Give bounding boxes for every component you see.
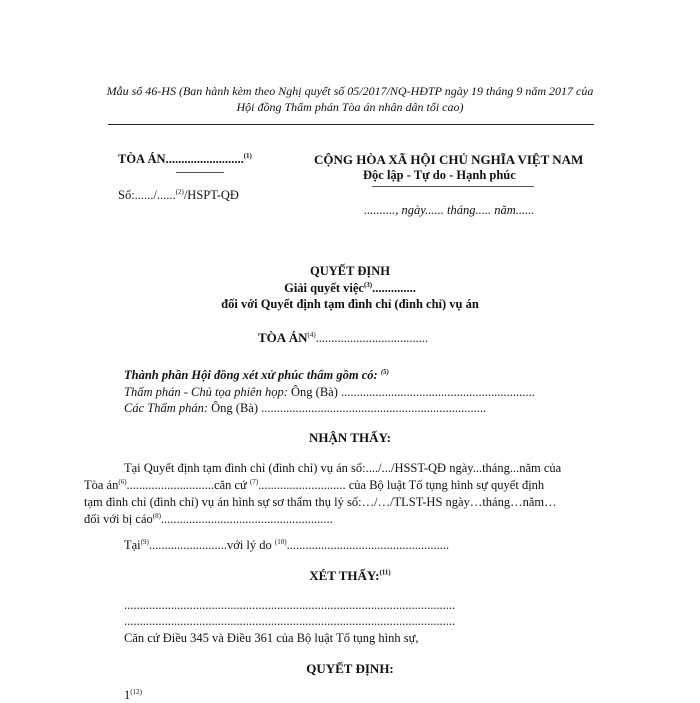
panel-heading-sup: (5) xyxy=(380,367,390,376)
form-reference-line1: Mẫu số 46-HS (Ban hành kèm theo Nghị quyết số 05/2017/NQ-HĐTP ngày 19 tháng 9 năm 2017 của xyxy=(106,84,594,98)
number-suffix: /HSPT-QĐ xyxy=(183,188,239,202)
findings-line1: Tại Quyết định tạm đình chỉ (đình chỉ) vụ án số:..../.../HSST-QĐ ngày...tháng...năm của xyxy=(124,461,562,475)
chair-label: Thẩm phán - Chủ tọa phiên họp: xyxy=(124,385,288,399)
findings-line4 xyxy=(84,512,333,527)
findings-line4-a: đối với bị cáo xyxy=(84,512,153,526)
ruling-heading: QUYẾT ĐỊNH: xyxy=(306,661,394,676)
subtitle1-text: Giải quyết việc xyxy=(284,281,364,295)
findings-line4-b: ....................................................... xyxy=(160,512,333,526)
date-line: .........., ngày...... tháng..... năm...... xyxy=(364,203,535,217)
court-label: TÒA ÁN......................... xyxy=(118,152,244,166)
court-section xyxy=(258,330,428,346)
ruling-item1-num: 1 xyxy=(124,688,131,702)
court-sup: (1) xyxy=(243,151,252,160)
nation-title: CỘNG HÒA XÃ HỘI CHỦ NGHĨA VIỆT NAM xyxy=(314,152,584,167)
findings-line2-c: ............................ của Bộ luật Tố tụng hình sự quyết định xyxy=(258,478,545,492)
form-reference-line2: Hội đồng Thẩm phán Tòa án nhân dân tối cao) xyxy=(236,100,464,114)
findings-sup9: (9) xyxy=(140,537,149,546)
court-underline xyxy=(176,172,224,173)
subtitle1-dots: .............. xyxy=(372,281,416,295)
findings-sup8: (8) xyxy=(152,511,161,520)
number-prefix: Số:....../...... xyxy=(118,188,176,202)
findings-sup6: (6) xyxy=(118,477,127,486)
court-section-sup: (4) xyxy=(307,330,316,339)
nation-motto: Độc lập - Tự do - Hạnh phúc xyxy=(363,168,516,182)
panel-judges xyxy=(124,401,486,416)
court-name xyxy=(118,152,252,167)
panel-heading xyxy=(124,368,389,383)
number-sup: (2) xyxy=(175,187,184,196)
subtitle1-sup: (3) xyxy=(363,280,373,289)
court-section-dots: .................................... xyxy=(315,331,429,345)
findings-line3: tạm đình chỉ (đình chỉ) vụ án hình sự sơ thẩm thụ lý số:…/…/TLST-HS ngày…tháng…năm… xyxy=(84,495,557,509)
findings-line2-b: ............................căn cứ xyxy=(126,478,247,492)
ruling-item1 xyxy=(124,688,142,703)
findings-p2-a: Tại xyxy=(124,538,141,552)
considering-sup: (11) xyxy=(379,568,391,577)
judges-label: Các Thẩm phán: xyxy=(124,401,209,415)
panel-chair xyxy=(124,385,535,400)
considering-dots2: .......................................................................................................... xyxy=(124,614,456,628)
chair-value: Ông (Bà) .............................................................. xyxy=(287,385,535,399)
motto-underline xyxy=(372,186,534,187)
panel-heading-text: Thành phần Hội đồng xét xử phúc thẩm gồm có: xyxy=(124,368,378,382)
judges-value: Ông (Bà) ........................................................................ xyxy=(208,401,487,415)
considering-dots1: .......................................................................................................... xyxy=(124,598,456,612)
findings-sup10: (10) xyxy=(274,537,287,546)
header-divider xyxy=(108,124,594,125)
findings-line2 xyxy=(84,478,544,493)
findings-line2-a: Tòa án xyxy=(84,478,119,492)
considering-heading-text: XÉT THẤY: xyxy=(309,568,380,583)
decision-subtitle1 xyxy=(0,281,700,296)
findings-para2 xyxy=(124,538,449,553)
findings-p2-b: .........................với lý do xyxy=(148,538,272,552)
considering-heading xyxy=(0,568,700,584)
ruling-item1-sup: (12) xyxy=(130,687,142,696)
court-section-label: TÒA ÁN xyxy=(258,330,308,345)
findings-heading: NHẬN THẤY: xyxy=(309,430,391,445)
findings-sup7: (7) xyxy=(249,477,259,486)
findings-p2-c: .................................................... xyxy=(286,538,450,552)
decision-subtitle2: đối với Quyết định tạm đình chỉ (đình chỉ) vụ án xyxy=(221,297,479,311)
decision-number xyxy=(118,188,239,203)
decision-title: QUYẾT ĐỊNH xyxy=(310,264,390,278)
legal-basis: Căn cứ Điều 345 và Điều 361 của Bộ luật Tố tụng hình sự, xyxy=(124,631,419,645)
